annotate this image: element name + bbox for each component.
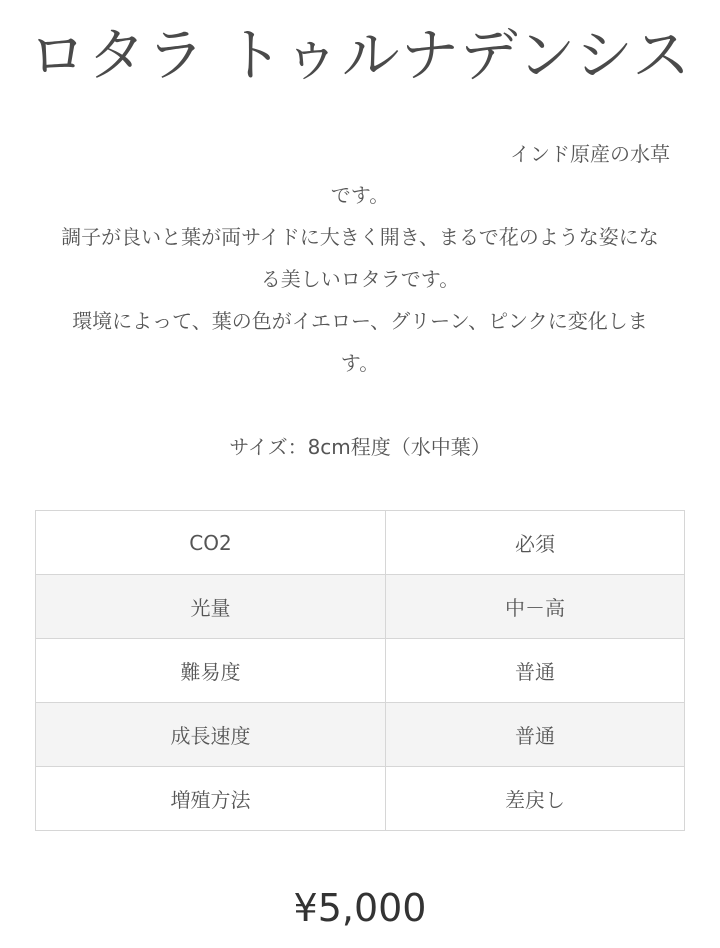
description-line: 環境によって、葉の色がイエロー、グリーン、ピンクに変化しま (72, 309, 648, 333)
spec-label: 成長速度 (36, 703, 386, 767)
spec-value: 中－高 (386, 575, 685, 639)
size-info: サイズ：8cm程度（水中葉） (229, 435, 491, 459)
table-row (36, 575, 685, 639)
spec-label: CO2 (36, 511, 386, 575)
spec-table (35, 510, 685, 831)
spec-label: 光量 (36, 575, 386, 639)
product-title: ロタラ トゥルナデンシス (28, 21, 692, 89)
spec-label: 難易度 (36, 639, 386, 703)
description-line: る美しいロタラです。 (260, 267, 460, 291)
spec-value: 必須 (386, 511, 685, 575)
spec-value: 普通 (386, 703, 685, 767)
spec-value: 差戻し (386, 767, 685, 831)
description-line: す。 (340, 351, 380, 375)
spec-value: 普通 (386, 639, 685, 703)
description-line: 調子が良いと葉が両サイドに大きく開き、まるで花のような姿にな (61, 225, 659, 249)
table-row (36, 639, 685, 703)
spec-label: 増殖方法 (36, 767, 386, 831)
description-line: インド原産の水草 (510, 142, 670, 166)
table-row (36, 703, 685, 767)
table-row (36, 767, 685, 831)
description-line: です。 (330, 183, 390, 207)
price: ¥5,000 (293, 886, 427, 930)
table-row (36, 511, 685, 575)
